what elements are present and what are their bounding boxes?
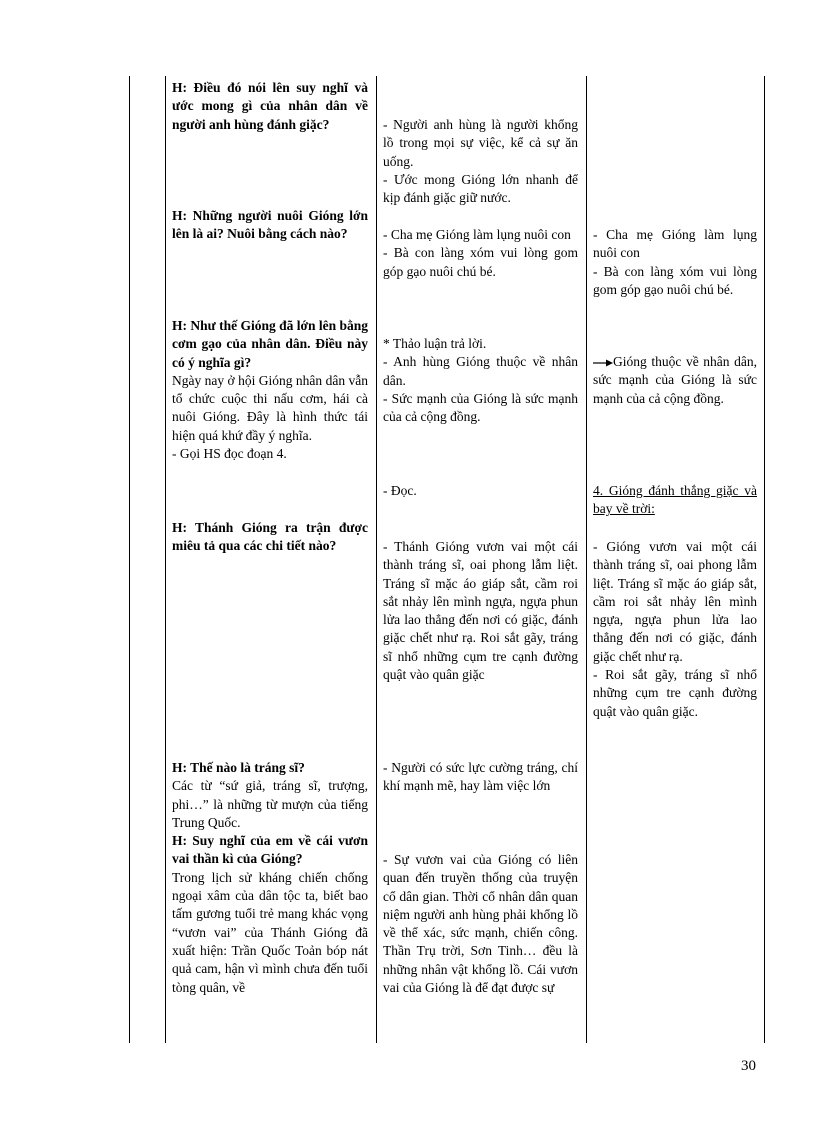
answer-1: - Người anh hùng là người khổng lồ trong mọi sự việc, kể cả sự ăn uống. — [383, 117, 578, 169]
content-2-block — [593, 226, 757, 299]
answer-4: - Đọc. — [383, 483, 417, 498]
section-heading-4-text: 4. Gióng đánh thắng giặc và bay về trời: — [593, 483, 757, 517]
question-3-block — [172, 317, 368, 463]
arrow-right-icon — [593, 358, 613, 368]
answer-2b: - Bà con làng xóm vui lòng gom góp gạo nuôi chú bé. — [383, 245, 578, 279]
question-6: H: Thế nào là tráng sĩ? — [172, 760, 305, 775]
content-3-block — [593, 353, 757, 408]
question-7-note: Trong lịch sử kháng chiến chống ngoại xâm của dân tộc ta, biết bao tấm gương tuổi trẻ mang khác vọng “vươn vai” của Thánh Gióng đã xuất hiện: Trần Quốc Toản bóp nát quả cam, hận vì mình chưa đến tuổi tòng quân, về — [172, 869, 368, 995]
answer-7: - Sự vươn vai của Gióng có liên quan đến truyền thống của truyện cổ dân gian. Thời cổ nhân dân quan niệm người anh hùng phải khổng lồ về thể xác, sức mạnh, chiến công. Thần Trụ trời, Sơn Tinh… đều là những nhân vật khổng lồ. Cái vươn vai của Gióng là để đạt được sự — [383, 852, 578, 996]
answer-6: - Người có sức lực cường tráng, chí khí mạnh mẽ, hay làm việc lớn — [383, 760, 578, 794]
answer-3: * Thảo luận trả lời. — [383, 336, 487, 351]
table-border-outer-left — [129, 76, 130, 1043]
question-5: H: Thánh Gióng ra trận được miêu tả qua các chi tiết nào? — [172, 520, 368, 554]
content-5: - Gióng vươn vai một cái thành tráng sĩ, oai phong lẫm liệt. Tráng sĩ mặc áo giáp sắt, cầm roi sắt nhảy lên mình ngựa, ngựa phun lửa lao thẳng đến nơi có giặc, đánh giặc chết như rạ. — [593, 539, 757, 664]
answer-2: - Cha mẹ Gióng làm lụng nuôi con — [383, 227, 571, 242]
answer-3-block — [383, 335, 578, 426]
answer-5: - Thánh Gióng vươn vai một cái thành tráng sĩ, oai phong lẫm liệt. Tráng sĩ mặc áo giáp sắt, cầm roi sắt nhảy lên mình ngựa, ngựa phun lửa lao thẳng đến nơi có giặc, đánh giặc chết như rạ. Roi sắt gãy, tráng sĩ nhổ những cụm tre cạnh đường quật vào quân giặc — [383, 539, 578, 683]
answer-1b: - Ước mong Gióng lớn nhanh để kịp đánh giặc giữ nước. — [383, 171, 578, 206]
table-border-right — [764, 76, 765, 1043]
content-3: Gióng thuộc về nhân dân, sức mạnh của Gióng là sức mạnh của cả cộng đồng. — [593, 354, 757, 406]
content-2: - Cha mẹ Gióng làm lụng nuôi con — [593, 227, 757, 261]
answer-2-block — [383, 226, 578, 281]
question-6-block — [172, 759, 368, 997]
table-border-col3-left — [586, 76, 587, 1043]
content-2b: - Bà con làng xóm vui lòng gom góp gạo nuôi chú bé. — [593, 263, 757, 297]
answer-3b: - Anh hùng Gióng thuộc về nhân dân. — [383, 354, 578, 388]
table-border-col1-left — [165, 76, 166, 1043]
question-7: H: Suy nghĩ của em về cái vươn vai thần kì của Gióng? — [172, 833, 368, 867]
question-1: H: Điều đó nói lên suy nghĩ và ước mong gì của nhân dân về người anh hùng đánh giặc? — [172, 80, 368, 132]
content-5-block — [593, 538, 757, 721]
read-instruction: - Gọi HS đọc đoạn 4. — [172, 446, 287, 462]
question-3: H: Như thế Gióng đã lớn lên bằng cơm gạo của nhân dân. Điều này có ý nghĩa gì? — [172, 318, 368, 370]
section-heading-4 — [593, 482, 757, 519]
question-3-note: Ngày nay ở hội Gióng nhân dân vẫn tổ chức cuộc thi nấu cơm, hái cà nuôi Gióng. Đây là hình thức tái hiện quá khứ đầy ý nghĩa. — [172, 372, 368, 443]
answer-1-block — [383, 116, 578, 207]
answer-3c: - Sức mạnh của Gióng là sức mạnh của cả cộng đồng. — [383, 390, 578, 425]
question-6-note: Các từ “sứ giả, tráng sĩ, trượng, phi…” là những từ mượn của tiếng Trung Quốc. — [172, 778, 368, 830]
page-number: 30 — [741, 1058, 756, 1074]
question-2: H: Những người nuôi Gióng lớn lên là ai? Nuôi bằng cách nào? — [172, 208, 368, 242]
table-border-col2-left — [376, 76, 377, 1043]
content-5b: - Roi sắt gãy, tráng sĩ nhổ những cụm tre cạnh đường quật vào quân giặc. — [593, 667, 757, 719]
